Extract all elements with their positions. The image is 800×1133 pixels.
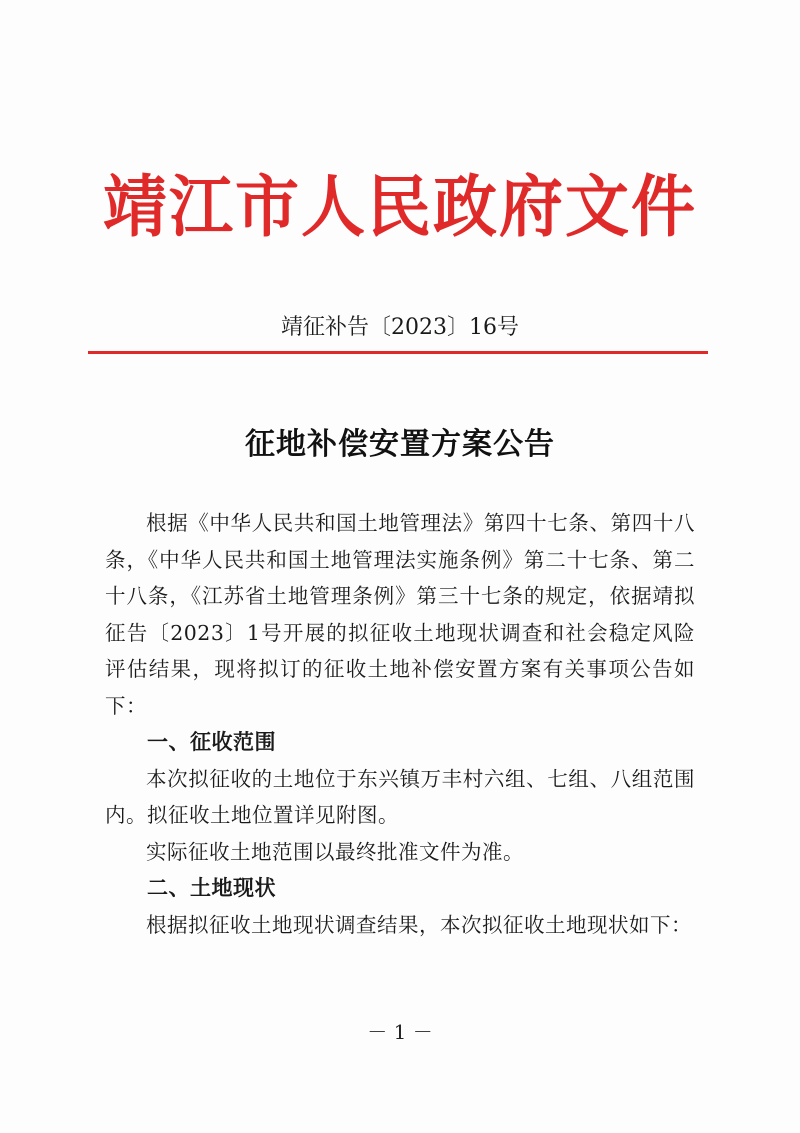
notice-title: 征地补偿安置方案公告 <box>245 427 555 462</box>
issuing-authority-header: 靖江市人民政府文件 <box>103 168 697 247</box>
scope-note-paragraph: 实际征收土地范围以最终批准文件为准。 <box>146 839 524 864</box>
section-heading-land-status: 二、土地现状 <box>147 876 276 900</box>
scope-paragraph: 本次拟征收的土地位于东兴镇万丰村六组、七组、八组范围内。拟征收土地位置详见附图。 <box>105 766 695 827</box>
document-body <box>105 505 695 943</box>
land-status-paragraph: 根据拟征收土地现状调查结果，本次拟征收土地现状如下： <box>146 912 692 937</box>
document-number: 靖征补告〔2023〕16号 <box>281 315 519 340</box>
page-number: － 1 － <box>367 1020 433 1044</box>
red-divider-line <box>88 351 708 354</box>
intro-paragraph: 根据《中华人民共和国土地管理法》第四十七条、第四十八条，《中华人民共和国土地管理法实施条例》第二十七条、第二十八条，《江苏省土地管理条例》第三十七条的规定，依据靖拟征告〔2023〕1号开展的拟征收土地现状调查和社会稳定风险评估结果，现将拟订的征收土地补偿安置方案有关事项公告如下： <box>105 511 695 718</box>
section-heading-scope: 一、征收范围 <box>147 730 276 754</box>
